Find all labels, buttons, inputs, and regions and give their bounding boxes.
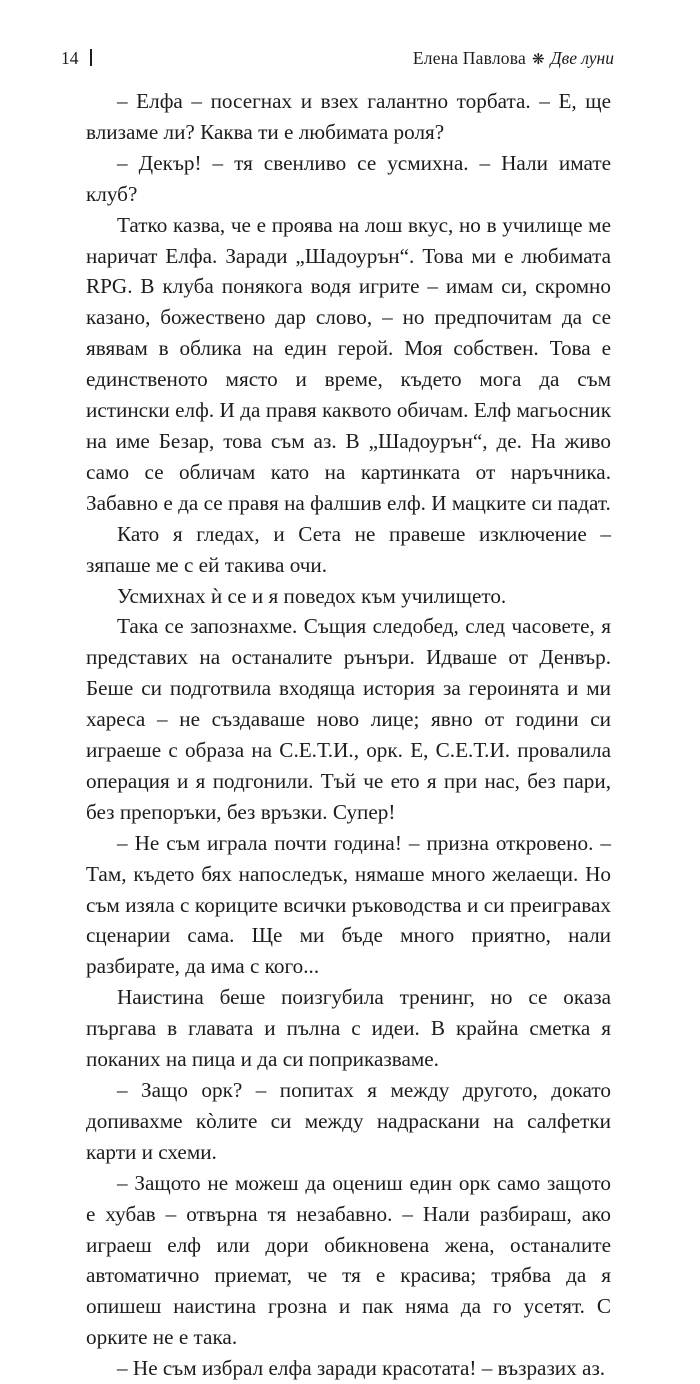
paragraph: Татко казва, че е проява на лош вкус, но в училище ме наричат Елфа. Заради „Шадоурън“. Това ми е любимата RPG. В клуба понякога водя игрите – имам си, скромно казано, божествено дар слово, – но предпочитам да се явявам в облика на един герой. Моя собствен. Това е единственото място и време, където мога да съм истински елф. И да правя каквото обичам. Елф магьосник на име Безар, това съм аз. В „Шадоурън“, де. На живо само се обличам като на картинката от наръчника. Забавно е да се правя на фалшив елф. И мацките си падат. <box>86 212 611 515</box>
paragraph: – Не съм играла почти година! – призна откровено. – Там, където бях напоследък, нямаше много желаещи. Но съм изяла с кориците всички ръководства и си преигравах сценарии сама. Ще ми бъде много приятно, нали разбирате, да има с кого... <box>86 830 611 979</box>
paragraph: Усмихнах ѝ се и я поведох към училището. <box>117 583 507 608</box>
header-book-title: Две луни <box>550 48 614 68</box>
page-number-divider <box>90 49 92 66</box>
paragraph: – Не съм избрал елфа заради красотата! – възразих аз. <box>117 1356 606 1381</box>
page-number: 14 <box>61 48 79 68</box>
paragraph: Като я гледах, и Сета не правеше изключение – зяпаше ме с ей такива очи. <box>86 521 611 577</box>
paragraph: – Декър! – тя свенливо се усмихна. – Нали имате клуб? <box>86 150 611 206</box>
paragraph: – Защо орк? – попитах я между другото, докато допивахме кòлите си между надраскани на салфетки карти и схеми. <box>86 1078 611 1164</box>
paragraph: – Защото не можеш да оцениш един орк само защото е хубав – отвърна тя незабавно. – Нали разбираш, ако играеш елф или дори обикновена жена, останалите автоматично приемат, че тя е красива; трябва да я опишеш наистина грозна и пак няма да го усетят. С орките не е така. <box>86 1170 611 1350</box>
ornament-star-icon: ❋ <box>531 52 545 68</box>
paragraph: Така се запознахме. Същия следобед, след часовете, я представих на останалите рънъри. Идваше от Денвър. Беше си подготвила входяща история за героинята и ми хареса – не създаваше ново лице; явно от години си играеше с образа на С.Е.Т.И., орк. Е, С.Е.Т.И. провалила операция и я подгонили. Тъй че ето я при нас, без пари, без препоръки, без връзки. Супер! <box>86 614 611 824</box>
header-book-info <box>413 46 614 72</box>
header-author: Елена Павлова <box>412 48 526 68</box>
running-header <box>61 46 614 70</box>
text-body <box>86 86 611 1384</box>
paragraph: Наистина беше поизгубила тренинг, но се оказа пъргава в главата и пълна с идеи. В крайна сметка я поканих на пица и да си поприказваме. <box>86 985 611 1072</box>
paragraph: – Елфа – посегнах и взех галантно торбата. – Е, ще влизаме ли? Каква ти е любимата роля? <box>86 89 611 144</box>
